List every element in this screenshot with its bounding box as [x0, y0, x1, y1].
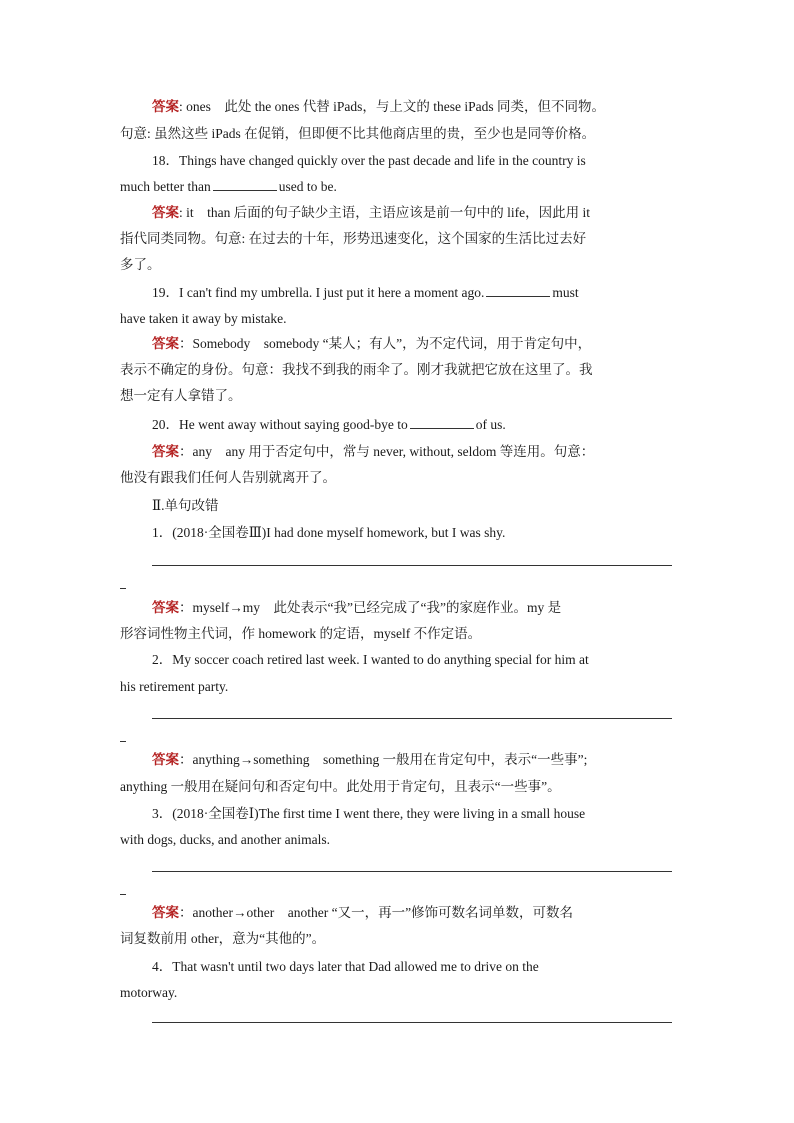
answer-18-line-3: 多了。 — [120, 257, 161, 272]
answer-blank — [486, 284, 550, 297]
answer-label: 答案 — [152, 336, 179, 351]
answer-text: : ones 此处 the ones 代替 iPads，与上文的 these iPads 同类，但不同物。 — [179, 99, 605, 114]
answer-19-line-1 — [120, 334, 672, 354]
error-1-question: 1．(2018·全国卷Ⅲ)I had done myself homework, but I was shy. — [152, 525, 506, 540]
answer-blank — [410, 416, 474, 429]
answer-label: 答案 — [152, 205, 179, 220]
question-19-line-2: have taken it away by mistake. — [120, 311, 287, 326]
question-18-line-1: 18．Things have changed quickly over the past decade and life in the country is — [152, 153, 586, 168]
answer-label: 答案 — [152, 600, 179, 615]
answer-line-tail — [120, 588, 126, 589]
error-3-answer-line-2: 词复数前用 other，意为“其他的”。 — [120, 931, 326, 946]
answer-label: 答案 — [152, 444, 179, 459]
question-text: must — [552, 285, 579, 300]
error-2-question-line-2: his retirement party. — [120, 679, 229, 694]
answer-text: ：Somebody somebody “某人；有人”，为不定代词，用于肯定句中， — [179, 336, 592, 351]
question-text: 19．I can't find my umbrella. I just put it here a moment ago. — [152, 285, 485, 300]
answer-text: ：another→other another “又一，再一”修饰可数名词单数，可数名 — [179, 905, 574, 920]
answer-label: 答案 — [152, 99, 179, 114]
question-20 — [120, 415, 672, 435]
error-2-answer-line-2: anything 一般用在疑问句和否定句中。此处用于肯定句，且表示“一些事”。 — [120, 779, 561, 794]
error-1-answer-line-1 — [120, 598, 672, 618]
error-2-answer-line-1 — [120, 750, 672, 770]
answer-20-line-1 — [120, 442, 672, 462]
error-3-question-line-2: with dogs, ducks, and another animals. — [120, 832, 330, 847]
error-2-question-line-1: 2．My soccer coach retired last week. I wanted to do anything special for him at — [152, 652, 589, 667]
error-1-answer-line-2: 形容词性物主代词，作 homework 的定语，myself 不作定语。 — [120, 626, 482, 641]
answer-19-line-3: 想一定有人拿错了。 — [120, 388, 242, 403]
answer-20-line-2: 他没有跟我们任何人告别就离开了。 — [120, 470, 336, 485]
answer-label: 答案 — [152, 752, 179, 767]
section-title: Ⅱ.单句改错 — [152, 498, 219, 513]
question-text: 20．He went away without saying good-bye to — [152, 417, 408, 432]
answer-17-line-1 — [120, 97, 672, 117]
error-3-answer-line-1 — [120, 903, 672, 923]
answer-line — [152, 1022, 672, 1023]
answer-text: ：any any 用于否定句中，常与 never, without, seldom 等连用。句意： — [179, 444, 595, 459]
answer-18-line-2: 指代同类同物。句意: 在过去的十年，形势迅速变化，这个国家的生活比过去好 — [120, 231, 587, 246]
answer-text: ：myself→my 此处表示“我”已经完成了“我”的家庭作业。my 是 — [179, 600, 562, 615]
answer-line-tail — [120, 894, 126, 895]
question-text: used to be. — [278, 179, 337, 194]
answer-17-line-2: 句意: 虽然这些 iPads 在促销，但即便不比其他商店里的贵，至少也是同等价格。 — [120, 126, 596, 141]
answer-line-tail — [120, 741, 126, 742]
question-text: much better than — [120, 179, 211, 194]
question-18-line-2 — [120, 177, 672, 197]
answer-18-line-1 — [120, 203, 672, 223]
answer-text: ：anything→something something 一般用在肯定句中，表示“一些事”; — [179, 752, 588, 767]
error-4-question-line-1: 4．That wasn't until two days later that Dad allowed me to drive on the — [152, 959, 539, 974]
answer-blank — [213, 178, 277, 191]
answer-line — [152, 871, 672, 872]
answer-line — [152, 718, 672, 719]
answer-text: : it than 后面的句子缺少主语，主语应该是前一句中的 life，因此用 it — [179, 205, 590, 220]
question-text: of us. — [475, 417, 506, 432]
error-3-question-line-1: 3．(2018·全国卷Ⅰ)The first time I went there, they were living in a small house — [152, 806, 586, 821]
error-4-question-line-2: motorway. — [120, 985, 178, 1000]
question-19-line-1 — [120, 283, 672, 303]
answer-19-line-2: 表示不确定的身份。句意：我找不到我的雨伞了。刚才我就把它放在这里了。我 — [120, 362, 593, 377]
answer-line — [152, 565, 672, 566]
answer-label: 答案 — [152, 905, 179, 920]
